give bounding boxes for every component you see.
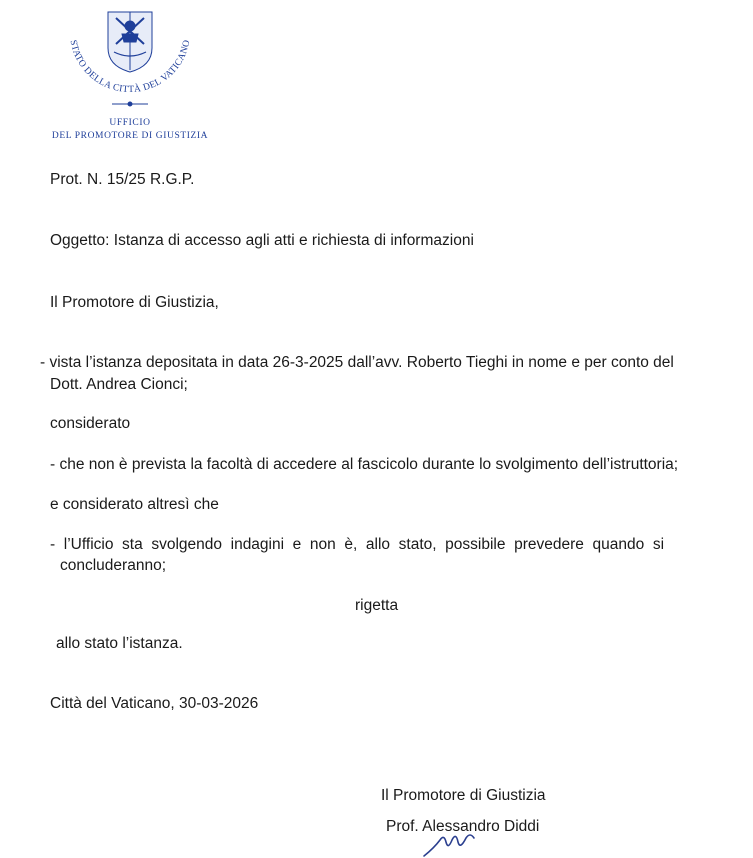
- decision-word: rigetta: [355, 597, 399, 614]
- office-title-line1: UFFICIO: [109, 118, 151, 128]
- considerato-label: considerato: [50, 415, 131, 432]
- item1-line1: - vista l’istanza depositata in data 26-3-2025 dall’avv. Roberto Tieghi in nome e per conto del: [40, 354, 674, 371]
- item2-line: - che non è prevista la facoltà di accedere al fascicolo durante lo svolgimento dell’istruttoria;: [50, 456, 679, 473]
- decision-object: allo stato l’istanza.: [56, 635, 183, 652]
- subject-line: Oggetto: Istanza di accesso agli atti e richiesta di informazioni: [50, 232, 474, 249]
- item1-line2: Dott. Andrea Cionci;: [50, 376, 188, 393]
- letterhead: [30, 4, 230, 139]
- letterhead-arc-text: STATO DELLA CITTÀ DEL VATICANO: [67, 39, 193, 96]
- papal-coat-of-arms-icon: [30, 4, 230, 114]
- place-and-date: Città del Vaticano, 30-03-2026: [50, 695, 259, 712]
- signatory-name: Prof. Alessandro Diddi: [386, 818, 540, 835]
- item3-line1: - l’Ufficio sta svolgendo indagini e non è, allo stato, possibile prevedere quando si: [50, 536, 665, 553]
- handwritten-signature: [420, 826, 500, 858]
- item3-line2: concluderanno;: [60, 557, 166, 574]
- protocol-number: Prot. N. 15/25 R.G.P.: [50, 171, 195, 188]
- opening-line: Il Promotore di Giustizia,: [50, 294, 219, 311]
- considerato-altresi-label: e considerato altresì che: [50, 496, 219, 513]
- office-title-line2: DEL PROMOTORE DI GIUSTIZIA: [51, 131, 209, 141]
- signatory-title: Il Promotore di Giustizia: [381, 787, 546, 804]
